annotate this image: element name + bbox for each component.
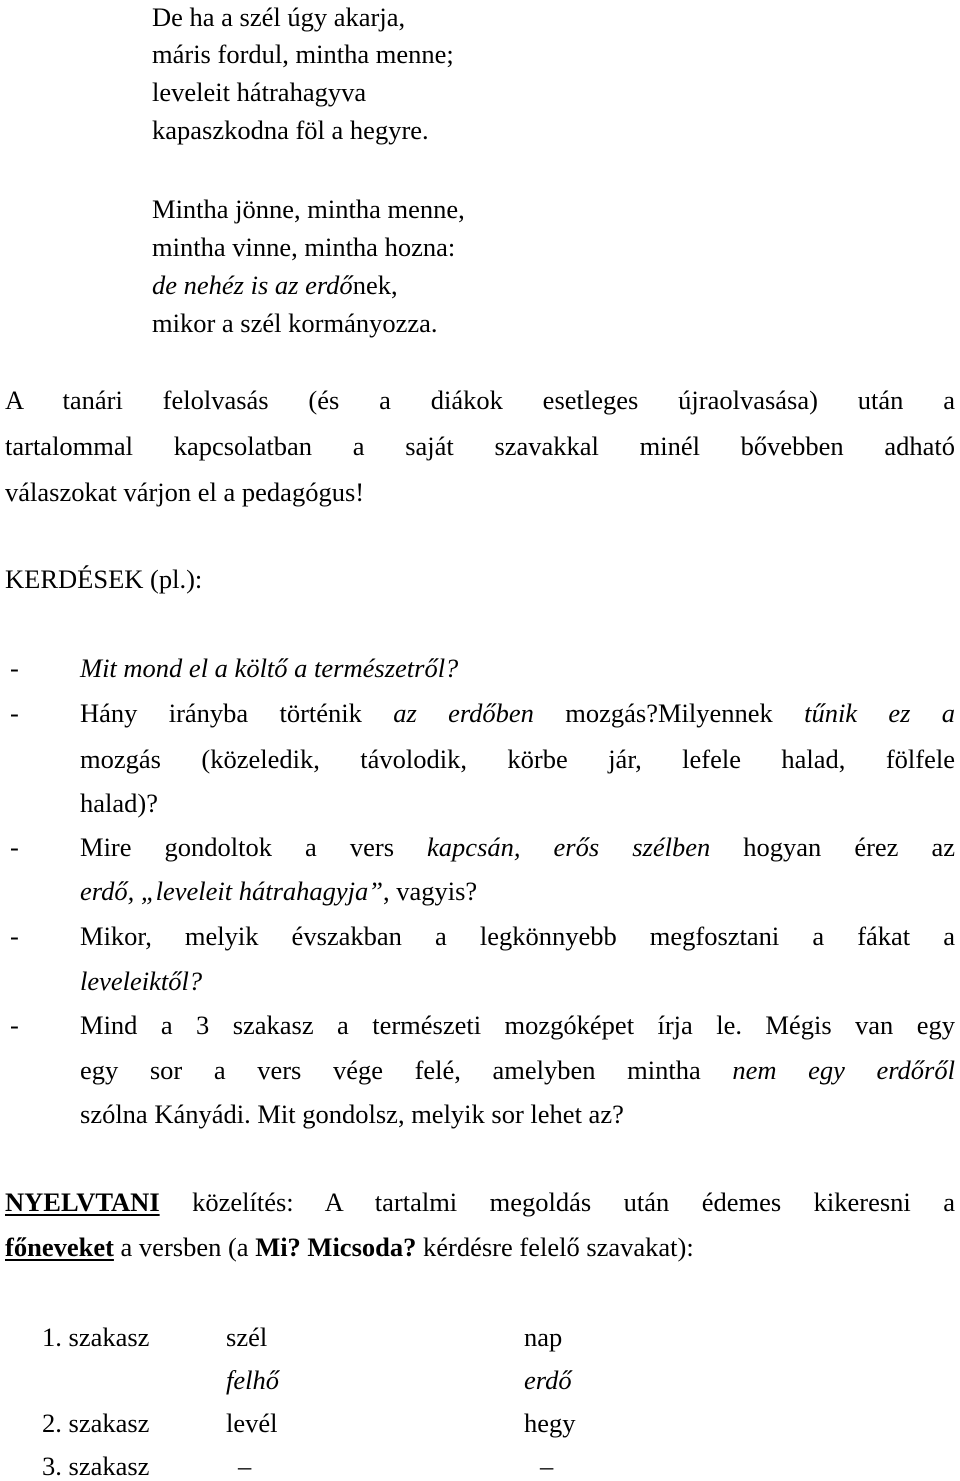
heading-suffix: (pl.): <box>143 564 203 594</box>
q5-text: egy sor a vers vége felé, amelyben mintha <box>80 1055 733 1085</box>
poem-line: Mintha jönne, mintha menne, <box>152 194 465 224</box>
table-cell: hegy <box>524 1408 576 1438</box>
question-3-line2 <box>80 878 477 905</box>
instruction-line: tartalommal kapcsolatban a saját szavakkal minél bővebben adható <box>5 431 955 461</box>
table-cell: – <box>238 1451 252 1481</box>
q3-italic: erdő, „leveleit hátrahagyja” <box>80 876 383 906</box>
question-5-line1: Mind a 3 szakasz a természeti mozgóképet írja le. Mégis van egy <box>80 1010 955 1040</box>
poem-line: kapaszkodna föl a hegyre. <box>152 115 429 145</box>
grammar-line2 <box>5 1234 694 1261</box>
question-3-line1 <box>80 834 955 861</box>
grammar-text: a versben (a <box>113 1232 256 1262</box>
poem-italic-part: de nehéz is az erdő <box>152 270 353 300</box>
table-cell: szél <box>226 1322 268 1352</box>
bullet-dash: - <box>10 921 19 951</box>
grammar-bold-question: Mi? Micsoda? <box>255 1232 417 1262</box>
bullet-dash: - <box>10 832 19 862</box>
bullet-dash: - <box>10 653 19 683</box>
table-cell: felhő <box>226 1365 279 1395</box>
question-5-line3: szólna Kányádi. Mit gondolsz, melyik sor lehet az? <box>80 1099 624 1129</box>
table-cell: levél <box>226 1408 278 1438</box>
q3-text: , vagyis? <box>383 876 478 906</box>
table-cell: erdő <box>524 1365 572 1395</box>
question-1: Mit mond el a költő a természetről? <box>80 653 459 683</box>
q3-text: hogyan érez az <box>710 832 955 862</box>
table-row-label: 1. szakasz <box>42 1322 150 1352</box>
bullet-dash: - <box>10 1010 19 1040</box>
grammar-text: közelítés: A tartalmi megoldás után édemes kikeresni a <box>159 1187 955 1217</box>
poem-line: mintha vinne, mintha hozna: <box>152 232 456 262</box>
heading-word: KERDÉSEK <box>5 564 144 594</box>
q2-italic: az erdőben <box>393 698 534 728</box>
q2-text: Hány irányba történik <box>80 698 394 728</box>
poem-line: De ha a szél úgy akarja, <box>152 2 406 32</box>
poem-line <box>152 272 398 299</box>
q2-text: mozgás?Milyennek <box>533 698 805 728</box>
poem-line: máris fordul, mintha menne; <box>152 39 454 69</box>
question-2-line2: mozgás (közeledik, távolodik, körbe jár, lefele halad, fölfele <box>80 744 955 774</box>
question-2-line1 <box>80 700 955 727</box>
q3-text: Mire gondoltok a vers <box>80 832 428 862</box>
q3-italic: kapcsán, erős szélben <box>427 832 711 862</box>
grammar-keyword: NYELVTANI <box>5 1187 160 1217</box>
table-cell: nap <box>524 1322 563 1352</box>
questions-heading <box>5 566 202 593</box>
q5-italic: nem egy erdőről <box>732 1055 955 1085</box>
table-row-label: 2. szakasz <box>42 1408 150 1438</box>
question-2-line3: halad)? <box>80 788 158 818</box>
instruction-line: válaszokat várjon el a pedagógus! <box>5 477 365 507</box>
poem-suffix: nek, <box>352 270 398 300</box>
grammar-line1 <box>5 1189 955 1216</box>
grammar-text: kérdésre felelő szavakat): <box>416 1232 694 1262</box>
question-4-line2: leveleiktől? <box>80 966 203 996</box>
question-5-line2 <box>80 1057 955 1084</box>
table-row-label: 3. szakasz <box>42 1451 150 1481</box>
grammar-keyword: főneveket <box>5 1232 114 1262</box>
q2-italic: tűnik ez a <box>804 698 955 728</box>
poem-line: leveleit hátrahagyva <box>152 77 367 107</box>
table-cell: – <box>540 1451 554 1481</box>
question-4-line1: Mikor, melyik évszakban a legkönnyebb megfosztani a fákat a <box>80 921 955 951</box>
poem-line: mikor a szél kormányozza. <box>152 308 438 338</box>
instruction-line: A tanári felolvasás (és a diákok esetleges újraolvasása) után a <box>5 385 955 415</box>
bullet-dash: - <box>10 698 19 728</box>
